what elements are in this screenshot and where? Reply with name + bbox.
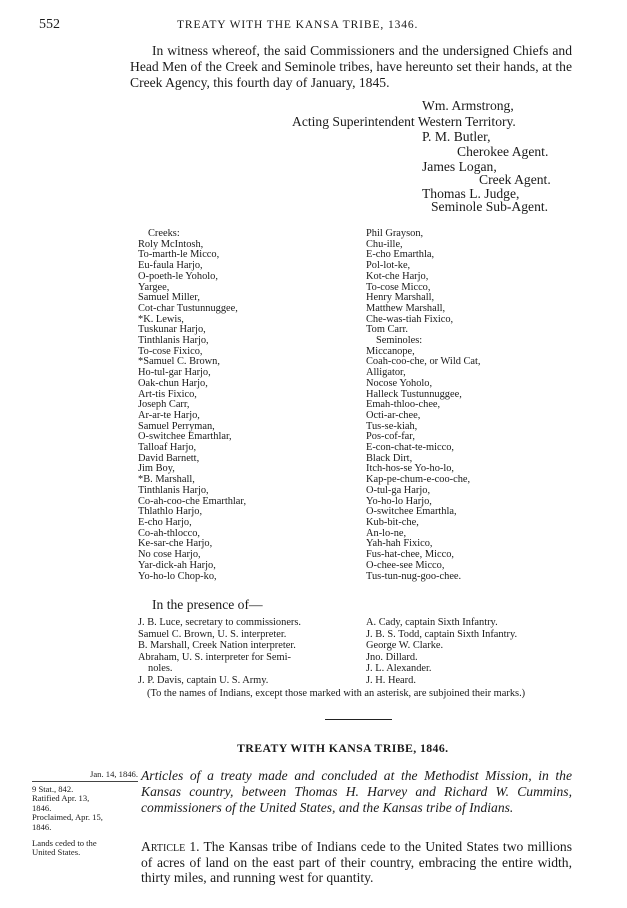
signatory-title: Creek Agent.: [479, 172, 551, 187]
signatory-name: Thomas L. Judge,: [422, 186, 520, 201]
witness-name: J. L. Alexander.: [366, 663, 432, 675]
signer-name: Tus-tun-nug-goo-chee.: [366, 570, 462, 582]
signer-name: Creeks:: [148, 228, 180, 239]
witness-paragraph: In witness whereof, the said Commissioners and the undersigned Chiefs and Head Men of the Creek and Seminole tribes, have hereunto set their hands, at the Creek Agency, this fourth day of January, 1845.: [130, 43, 572, 90]
signer-name: Kot-che Harjo,: [366, 270, 429, 282]
signer-name: Tinthlanis Harjo,: [138, 484, 209, 496]
margin-rule: [32, 781, 138, 782]
signer-name: Cot-char Tustunnuggee,: [138, 302, 238, 314]
witnesses-left-column: [138, 617, 301, 687]
signatory-name: Wm. Armstrong,: [422, 98, 514, 113]
signer-name: E-con-chat-te-micco,: [366, 442, 454, 454]
names-right-column: [366, 229, 481, 582]
signer-name: O-switchee Emarthlar,: [138, 431, 232, 443]
article-1: [141, 839, 572, 886]
margin-lands-line: United States.: [32, 847, 81, 858]
signer-name: Joseph Carr,: [138, 399, 190, 411]
signer-name: Samuel Miller,: [138, 292, 200, 304]
witness-name: A. Cady, captain Sixth Infantry.: [366, 617, 498, 628]
signer-name: Fus-hat-chee, Micco,: [366, 549, 455, 561]
margin-stat-line: Proclaimed, Apr. 15,: [32, 812, 103, 823]
margin-lands-note: [32, 839, 138, 858]
signer-name: Ar-ar-te Harjo,: [138, 409, 200, 421]
signer-name: O-switchee Emarthla,: [366, 506, 457, 518]
signatory-name: P. M. Butler,: [422, 129, 491, 144]
signer-name: Pos-cof-far,: [366, 431, 415, 443]
signer-name: Ke-sar-che Harjo,: [138, 538, 213, 550]
signer-name: No cose Harjo,: [138, 549, 201, 561]
signer-name: Kub-bit-che,: [366, 516, 419, 528]
signer-name: Coah-coo-che, or Wild Cat,: [366, 356, 481, 368]
signer-name: To-cose Micco,: [366, 281, 431, 293]
signer-name: Art-tis Fixico,: [138, 388, 197, 400]
witness-name: J. P. Davis, captain U. S. Army.: [138, 674, 269, 686]
signer-name: Henry Marshall,: [366, 292, 435, 304]
signer-name: Chu-ille,: [366, 238, 403, 250]
signer-name: Ho-tul-gar Harjo,: [138, 367, 211, 379]
signer-name: Yar-dick-ah Harjo,: [138, 559, 216, 571]
signer-name: O-poeth-le Yoholo,: [138, 270, 218, 282]
signer-name: Jim Boy,: [138, 463, 175, 475]
signer-name: E-cho Harjo,: [138, 516, 192, 528]
signer-name: *Samuel C. Brown,: [138, 356, 220, 368]
asterisk-note: (To the names of Indians, except those marked with an asterisk, are subjoined their marks.): [147, 688, 526, 699]
signer-name: Matthew Marshall,: [366, 302, 446, 314]
signer-name: Emah-thloo-chee,: [366, 399, 441, 411]
creek-names-column: [138, 229, 246, 582]
signer-name: *K. Lewis,: [138, 313, 184, 325]
signer-name: Tinthlanis Harjo,: [138, 335, 209, 347]
signer-name: Eu-faula Harjo,: [138, 260, 203, 272]
signatory-title: Cherokee Agent.: [457, 144, 549, 159]
signer-name: Kap-pe-chum-e-coo-che,: [366, 474, 471, 486]
margin-stat-line: 1846.: [32, 802, 52, 813]
signer-name: David Barnett,: [138, 452, 200, 464]
margin-stat-notes: [32, 785, 138, 832]
signer-name: Itch-hos-se Yo-ho-lo,: [366, 463, 455, 475]
signer-name: Halleck Tustunnuggee,: [366, 388, 462, 400]
signatory-title: Acting Superintendent Western Territory.: [292, 114, 516, 129]
signer-name: O-tul-ga Harjo,: [366, 484, 431, 496]
witnesses-right-column: [366, 617, 517, 687]
section-divider: [325, 719, 392, 720]
running-title: TREATY WITH THE KANSA TRIBE, 1346.: [177, 19, 419, 31]
signer-name: An-lo-ne,: [366, 527, 407, 539]
signer-name: Co-ah-thlocco,: [138, 527, 201, 539]
witness-name: B. Marshall, Creek Nation interpreter.: [138, 640, 296, 652]
witness-name: Jno. Dillard.: [366, 651, 418, 663]
signer-name: Yargee,: [138, 281, 170, 293]
margin-lands-line: Lands ceded to the: [32, 838, 97, 848]
signer-name: Samuel Perryman,: [138, 420, 215, 432]
margin-date: Jan. 14, 1846.: [90, 769, 138, 779]
signer-name: Yah-hah Fixico,: [366, 538, 433, 550]
signer-name: Seminoles:: [376, 335, 423, 347]
signer-name: Tom Carr.: [366, 324, 408, 336]
signer-name: Alligator,: [366, 367, 406, 379]
margin-stat-line: 1846.: [32, 821, 52, 832]
presence-heading: In the presence of—: [152, 597, 263, 612]
signer-name: Oak-chun Harjo,: [138, 377, 208, 389]
witness-name: Abraham, U. S. interpreter for Semi-: [138, 651, 291, 663]
signer-name: Yo-ho-lo Chop-ko,: [138, 570, 217, 582]
signer-name: Talloaf Harjo,: [138, 442, 197, 454]
signer-name: Nocose Yoholo,: [366, 377, 433, 389]
signer-name: Black Dirt,: [366, 452, 413, 464]
signer-name: E-cho Emarthla,: [366, 249, 435, 261]
witness-name: George W. Clarke.: [366, 640, 444, 652]
signer-name: Miccanope,: [366, 345, 415, 357]
article-label: Article 1.: [141, 839, 200, 854]
signer-name: Che-was-tiah Fixico,: [366, 313, 454, 325]
signer-name: Yo-ho-lo Harjo,: [366, 495, 432, 507]
signer-name: Co-ah-coo-che Emarthlar,: [138, 495, 247, 507]
page-number: 552: [39, 17, 60, 32]
witness-name: J. B. Luce, secretary to commissioners.: [138, 617, 302, 628]
signer-name: Tus-se-kiah,: [366, 420, 418, 432]
witness-name: J. B. S. Todd, captain Sixth Infantry.: [366, 628, 518, 640]
treaty-intro: Articles of a treaty made and concluded at the Methodist Mission, in the Kansas country, between Thomas H. Harvey and Richard W. Cummins, commissioners of the United States, and the Kansas tribe of Indians.: [141, 768, 572, 815]
signer-name: Octi-ar-chee,: [366, 409, 421, 421]
witness-name: Samuel C. Brown, U. S. interpreter.: [138, 628, 287, 640]
signatory-name: James Logan,: [422, 159, 497, 174]
margin-stat-line: 9 Stat., 842.: [32, 784, 74, 794]
treaty-title: TREATY WITH KANSA TRIBE, 1846.: [237, 741, 449, 755]
signer-name: To-cose Fixico,: [138, 345, 203, 357]
signer-name: Roly McIntosh,: [138, 238, 204, 250]
signer-name: O-chee-see Micco,: [366, 559, 445, 571]
signatory-title: Seminole Sub-Agent.: [431, 199, 549, 214]
signer-name: Tuskunar Harjo,: [138, 324, 206, 336]
witness-name: J. H. Heard.: [366, 674, 416, 686]
margin-stat-line: Ratified Apr. 13,: [32, 793, 90, 804]
signer-name: Pol-lot-ke,: [366, 260, 411, 272]
signer-name: Phil Grayson,: [366, 228, 424, 239]
article-text: The Kansas tribe of Indians cede to the United States two millions of acres of land on the east part of their country, embracing the entire width, thirty miles, and running west for quantity.: [141, 839, 572, 885]
witness-name: noles.: [148, 663, 173, 675]
signer-name: To-marth-le Micco,: [138, 249, 220, 261]
signer-name: *B. Marshall,: [138, 474, 195, 486]
signer-name: Thlathlo Harjo,: [138, 506, 203, 518]
